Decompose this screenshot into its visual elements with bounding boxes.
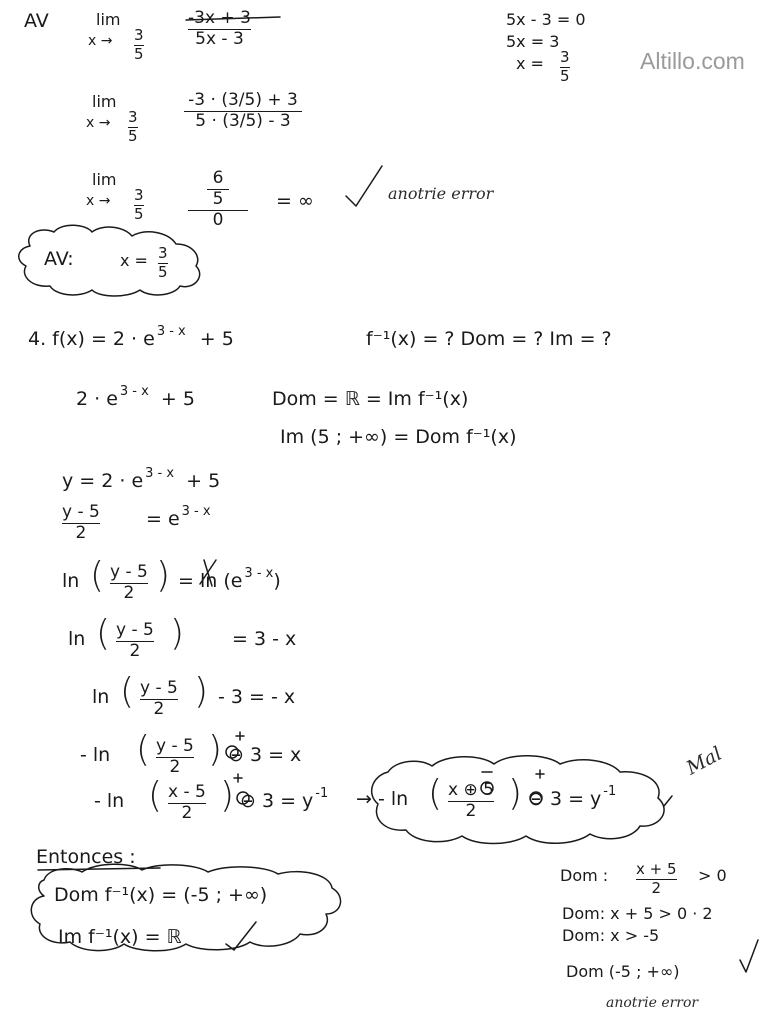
margin-note-1: anotrie error [388,184,494,203]
cloud-fix-exp: -1 [603,784,617,799]
p4-header [28,324,234,350]
p4-expr [76,384,195,410]
tick-mark-4 [664,796,672,806]
p4-step3-den: 2 [123,582,135,603]
final-dom: Dom f⁻¹(x) = (-5 ; +∞) [54,884,268,906]
p4-step6-rhs: ⊖ 3 = x [228,744,302,766]
side-work-line-1: 5x - 3 = 0 [506,10,586,29]
p4-header-exp: 3 - x [156,324,186,339]
p4-step4-den: 2 [129,640,141,661]
p4-header-tail: + 5 [199,328,234,350]
p4-step3-fraction [110,564,148,603]
av-cloud-fraction [158,246,168,281]
final-im: Im f⁻¹(x) = ℝ [58,926,182,948]
p4-step7-rhs-text: ⊖ 3 = y [240,790,314,812]
lim-target-2-num: 3 [128,108,138,126]
p4-expr-exp: 3 - x [119,384,149,399]
p4-step3-num: y - 5 [110,562,148,582]
underline-entonces [38,868,160,870]
p4-step6-den: 2 [169,756,181,777]
cloud-fix-den: 2 [465,800,477,821]
lim-target-3 [134,188,144,223]
p4-header-text: 4. f(x) = 2 · e [28,328,155,350]
lim-word-2: lim [92,92,117,111]
lim-target-1-num: 3 [134,26,144,44]
p4-step3-open-paren: ( [90,555,105,596]
p4-step4-fraction [116,622,154,661]
p4-step3-exp: 3 - x [244,566,274,581]
p4-question: f⁻¹(x) = ? Dom = ? Im = ? [366,328,612,350]
side-work-line-3: x = [516,54,544,73]
av-label: AV [24,10,49,32]
lim-word-3: lim [92,170,117,189]
p4-step7-den: 2 [181,802,193,823]
p4-step5-rhs: - 3 = - x [218,686,296,708]
p4-step7-ln: - ln [94,790,125,812]
p4-step5-den: 2 [153,698,165,719]
cloud-fix-lhs: → - ln [356,788,409,810]
side-work-fraction [560,50,570,85]
step1-fraction [188,10,251,49]
p4-step1-exp: 3 - x [145,466,175,481]
right-work-note: anotrie error [606,995,699,1011]
p4-step2-den: 2 [75,522,87,543]
av-cloud-den: 5 [158,262,168,281]
watermark: Altillo.com [640,48,745,74]
x-to-2: x → [86,115,111,131]
cloud-fix-rhs [528,784,617,810]
plus-mark-3 [536,770,544,778]
step3-denominator: 0 [212,209,224,230]
p4-step6-num: y - 5 [156,736,194,756]
lim-target-1-den: 5 [134,44,144,63]
side-work-line-2: 5x = 3 [506,32,560,51]
step3-fraction [188,170,248,230]
p4-expr-tail: + 5 [160,388,195,410]
p4-dom-line: Dom = ℝ = Im f⁻¹(x) [272,388,469,410]
x-to-1: x → [88,33,113,49]
cloud-fix-close-paren: ) [508,773,523,814]
p4-step7-fraction [168,784,206,823]
tick-mark-2 [226,922,256,950]
plus-mark-1 [236,732,244,740]
p4-step7-exp: -1 [315,786,329,801]
tick-mark-3 [740,940,758,972]
p4-step3-ln: ln [62,570,80,592]
p4-step5-ln: ln [92,686,110,708]
p4-step4-open-paren: ( [96,613,111,654]
lim-word-1: lim [96,10,121,29]
step1-numerator: -3x + 3 [188,8,251,28]
side-work-num: 3 [560,48,570,66]
step3-result: = ∞ [276,190,314,212]
p4-step5-num: y - 5 [140,678,178,698]
lim-target-2-den: 5 [128,126,138,145]
p4-step5-fraction [140,680,178,719]
step3-num-bottom: 5 [212,188,224,209]
step2-fraction [184,92,302,131]
p4-step4-rhs: = 3 - x [232,628,297,650]
p4-step7-open-paren: ( [148,775,163,816]
plus-mark-2 [234,774,242,782]
then-label: Entonces : [36,846,136,868]
lim-target-2 [128,110,138,145]
p4-step2-num: y - 5 [62,502,100,522]
cloud-fix-open-paren: ( [428,773,443,814]
av-cloud-x: x = [120,251,148,270]
step2-numerator: -3 · (3/5) + 3 [188,90,298,110]
p4-step7-num: x - 5 [168,782,206,802]
p4-step3-rhs-close: ) [273,570,281,592]
p4-im-line: Im (5 ; +∞) = Dom f⁻¹(x) [280,426,517,448]
cloud-fix-num: x ⊕ 5 [448,780,494,800]
right-work-l4: Dom (-5 ; +∞) [566,962,680,981]
p4-step6-open-paren: ( [136,729,151,770]
lim-target-1 [134,28,144,63]
p4-step5-open-paren: ( [120,671,135,712]
right-work-l1-rhs: > 0 [698,866,727,885]
p4-step3-close-paren: ) [156,555,171,596]
p4-step1 [62,466,221,492]
p4-step5-close-paren: ) [194,671,209,712]
lim-target-3-den: 5 [134,204,144,223]
p4-step2-exp: 3 - x [181,504,211,519]
right-work-l1-den: 2 [651,878,662,897]
p4-step2-rhs [146,504,211,530]
right-work-l3: Dom: x > -5 [562,926,660,945]
av-cloud-num: 3 [158,244,168,262]
lim-target-3-num: 3 [134,186,144,204]
cloud-fix-rhs-text: ⊖ 3 = y [528,788,602,810]
margin-mark: Mal [682,742,726,780]
right-work-l1-fraction [636,862,677,897]
right-work-l1-label: Dom : [560,866,609,885]
p4-step2-rhs-text: = e [146,508,180,530]
p4-step4-ln: ln [68,628,86,650]
p4-step4-close-paren: ) [170,613,185,654]
p4-expr-text: 2 · e [76,388,118,410]
side-work-den: 5 [560,66,570,85]
step3-num-top: 6 [212,168,224,188]
p4-step3-rhs-text: = ln (e [178,570,243,592]
right-work-l1-num: x + 5 [636,860,677,878]
p4-step2-fraction [62,504,100,543]
p4-step6-ln: - ln [80,744,111,766]
p4-step4-num: y - 5 [116,620,154,640]
p4-step1-text: y = 2 · e [62,470,144,492]
right-work-l2: Dom: x + 5 > 0 · 2 [562,904,713,923]
tick-mark-1 [346,166,382,206]
x-to-3: x → [86,193,111,209]
step1-denominator: 5x - 3 [195,28,244,49]
p4-step6-close-paren: ) [208,729,223,770]
p4-step7-rhs [240,786,329,812]
p4-step3-rhs [178,566,281,592]
p4-step7-close-paren: ) [220,775,235,816]
av-cloud-label: AV: [44,248,74,270]
step2-denominator: 5 · (3/5) - 3 [195,110,291,131]
p4-step6-fraction [156,738,194,777]
cloud-fix-fraction [448,782,494,821]
p4-step1-tail: + 5 [186,470,221,492]
